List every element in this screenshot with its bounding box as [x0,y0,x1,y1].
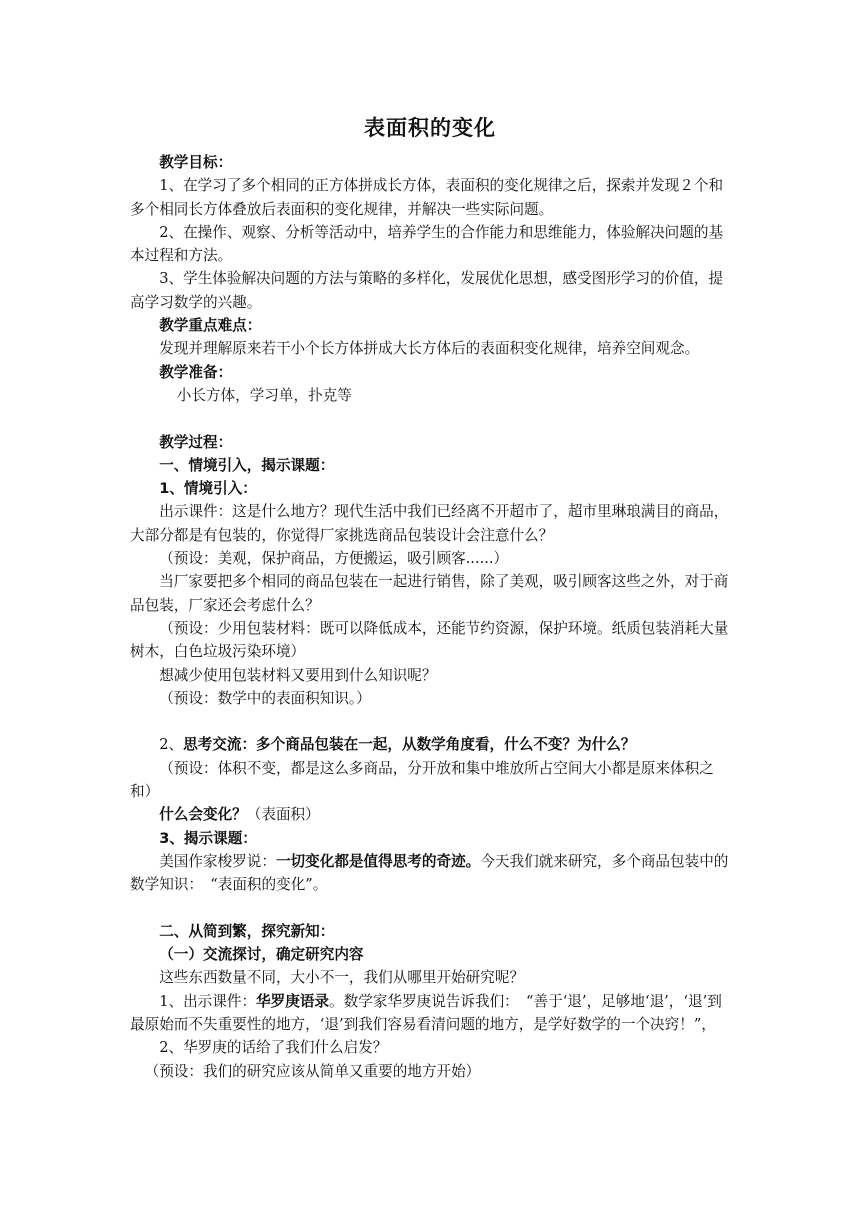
section2-para-2 [130,803,730,826]
spacer [130,407,730,430]
section1-para-5: 想减少使用包装材料又要用到什么知识呢？ [159,666,437,684]
section1-para-1: 出示课件：这是什么地方？现代生活中我们已经离不开超市了，超市里琳琅满目的商品，大部分都是有包装的，你觉得厂家挑选商品包装设计会注意什么？ [130,503,729,544]
goal-1: 1、在学习了多个相同的正方体拼成长方体，表面积的变化规律之后，探索并发现２个和多个相同长方体叠放后表面积的变化规律，并解决一些实际问题。 [130,177,724,218]
quote-text: 一切变化都是值得思考的奇迹。 [275,852,481,870]
part2-para-1: 这些东西数量不同，大小不一，我们从哪里开始研究呢？ [159,969,525,987]
section1-para-2: （预设：美观，保护商品，方便搬运，吸引顾客......） [159,550,509,568]
page-title: 表面积的变化 [364,116,496,140]
part2-para-4: （预设：我们的研究应该从简单又重要的地方开始） [144,1062,481,1080]
key-text: 发现并理解原来若干小个长方体拼成大长方体后的表面积变化规律，培养空间观念。 [159,340,700,358]
part2-heading: 二、从简到繁，探究新知： [159,922,335,940]
goal-2: 2、在操作、观察、分析等活动中，培养学生的合作能力和思维能力，体验解决问题的基本过程和方法。 [130,223,724,265]
section1-para-6: （预设：数学中的表面积知识。） [159,689,371,707]
quote-intro: 美国作家梭罗说： [159,852,276,870]
section3-heading: 3、揭示课题： [159,829,257,847]
courseware-title: 华罗庚语录 [256,992,330,1010]
spacer [130,897,730,920]
courseware-intro: 1、出示课件： [159,992,257,1010]
section2-question-2: 什么会变化？ [159,806,247,824]
spacer [130,710,730,733]
section3-para-1 [130,850,730,897]
section1-para-4: （预设：少用包装材料：既可以降低成本，还能节约资源，保护环境。纸质包装消耗大量树木，白色垃圾污染环境） [130,619,729,661]
prep-text: 小长方体，学习单，扑克等 [176,386,352,404]
section2-heading [130,733,730,756]
courseware-text: 。数学家华罗庚说告诉我们： “善于‘退’，足够地‘退’，‘退’到最原始而不失重要性的地方，‘退’到我们容易看清问题的地方，是学好数学的一个决窍！”， [130,992,722,1033]
section2-answer-2: （表面积） [246,806,320,824]
section2-question: 思考交流：多个商品包装在一起，从数学角度看，什么不变？为什么？ [183,736,636,754]
part2-para-2 [130,990,730,1037]
goal-3: 3、学生体验解决问题的方法与策略的多样化，发展优化思想，感受图形学习的价值，提高学习数学的兴趣。 [130,270,724,311]
process-heading: 教学过程： [159,433,233,451]
quote-follow: 今天我们就来研究，多个商品包装中的数学知识： “表面积的变化”。 [130,852,729,894]
document-body [130,151,730,1083]
prep-heading: 教学准备： [159,363,233,381]
goals-heading: 教学目标： [159,154,233,171]
part1-heading: 一、情境引入，揭示课题： [159,456,335,474]
part2-para-3: 2、华罗庚的话给了我们什么启发？ [159,1039,388,1057]
section2-number: 2、 [159,736,184,754]
section1-para-3: 当厂家要把多个相同的商品包装在一起进行销售，除了美观，吸引顾客这些之外，对于商品包装，厂家还会考虑什么？ [130,573,729,614]
section2-para-1: （预设：体积不变，都是这么多商品，分开放和集中堆放所占空间大小都是原来体积之和） [130,759,714,801]
key-heading: 教学重点难点： [159,317,262,335]
section1-heading: 1、情境引入： [159,480,257,498]
part2-subheading: （一）交流探讨，确定研究内容 [159,946,364,964]
